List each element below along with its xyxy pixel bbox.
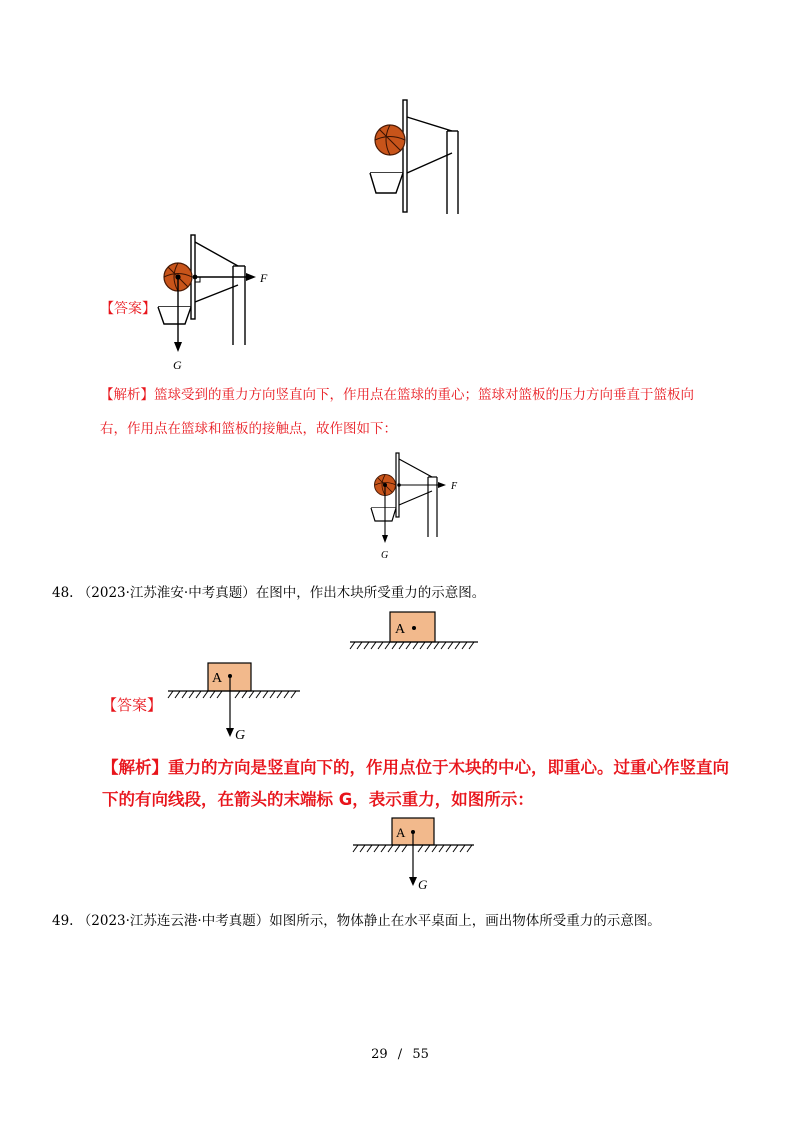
basketball-answer-figure [150, 230, 280, 375]
analysis-text-line-2: 下的有向线段，在箭头的末端标 G，表示重力，如图所示： [102, 790, 534, 809]
question-49 [52, 911, 661, 931]
analysis-text-line-1: 篮球受到的重力方向竖直向下，作用点在篮球的重心；篮球对篮板的压力方向垂直于篮板向 [154, 387, 694, 403]
force-f-label-small: F [451, 481, 458, 492]
force-g-label: G [418, 877, 428, 892]
question-48 [52, 583, 485, 603]
block-label: A [396, 825, 406, 840]
block-answer-figure [165, 655, 305, 745]
question-stem: 在图中，作出木块所受重力的示意图。 [255, 585, 486, 601]
analysis-text-line-2: 右，作用点在篮球和篮板的接触点，故作图如下： [100, 421, 397, 437]
question-number: 49. [52, 913, 74, 929]
force-g-label-small: G [381, 550, 389, 561]
answer-tag: 【答案】 [102, 696, 163, 714]
page-number: 29 [371, 1047, 388, 1062]
force-g-label: G [235, 728, 246, 743]
question-stem: 如图所示，物体静止在水平桌面上，画出物体所受重力的示意图。 [269, 913, 661, 929]
basketball-analysis-figure [365, 450, 465, 565]
block-label: A [212, 671, 223, 686]
page-separator: / [397, 1047, 403, 1062]
analysis-tag: 【解析】 [100, 387, 154, 403]
analysis-tag: 【解析】 [102, 758, 168, 777]
force-g-label: G [173, 358, 182, 372]
analysis-text-line-1: 重力的方向是竖直向下的，作用点位于木块的中心，即重心。过重心作竖直向 [168, 758, 729, 777]
answer-tag: 【答案】 [100, 301, 156, 317]
question-number: 48. [52, 585, 74, 601]
basketball-hoop-figure [360, 95, 470, 220]
question-source: （2023·江苏连云港·中考真题） [77, 913, 270, 929]
block-label: A [395, 622, 406, 637]
question-source: （2023·江苏淮安·中考真题） [77, 585, 256, 601]
page-footer [0, 1047, 800, 1062]
block-analysis-figure [350, 812, 480, 894]
block-problem-figure [345, 605, 480, 655]
force-f-label: F [260, 271, 268, 285]
page-total: 55 [412, 1047, 429, 1062]
